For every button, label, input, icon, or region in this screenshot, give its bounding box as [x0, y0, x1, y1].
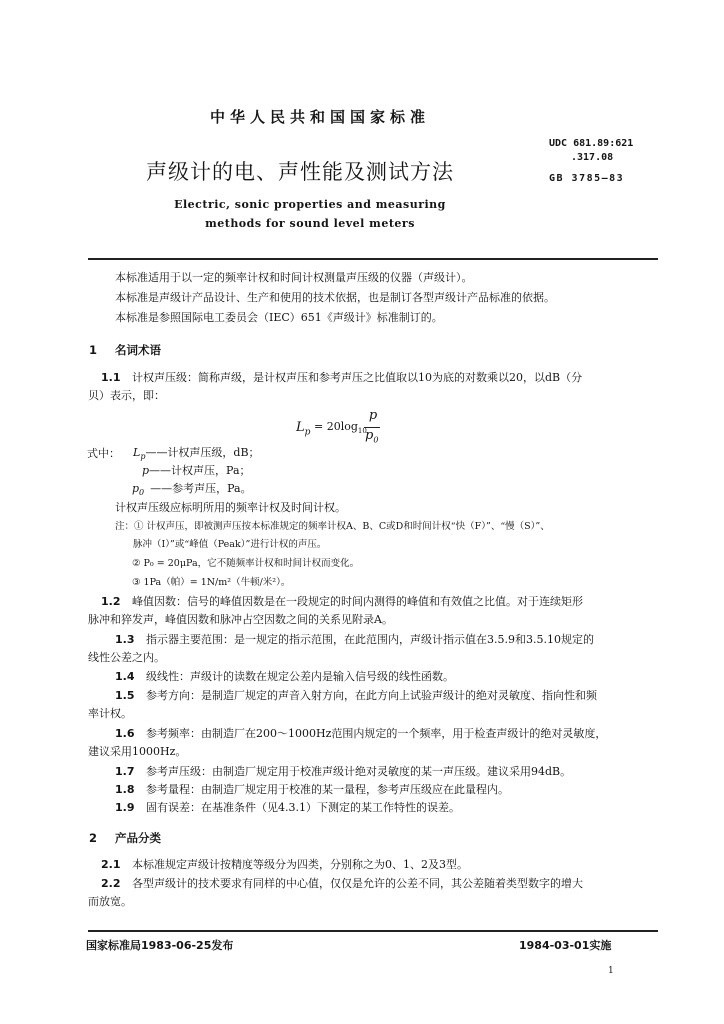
document-title-zh: 声级计的电、声性能及测试方法 [146, 160, 454, 184]
symbol-p0-sub: 0 [139, 488, 145, 498]
document-title-en [0, 195, 620, 233]
clause-number: 1.5 [115, 689, 135, 702]
header-divider [88, 258, 658, 260]
symbol-p-desc: ——计权声压，Pa； [149, 464, 251, 477]
formula-lhs: L [296, 420, 305, 435]
clause-number: 2.2 [101, 877, 121, 890]
symbol-p: p [142, 464, 150, 477]
symbol-lp: L [133, 446, 141, 459]
clause-1-1-continued: 贝）表示，即： [88, 389, 165, 402]
clause-number: 1.3 [115, 633, 135, 646]
clause-1-2 [101, 594, 583, 609]
intro-paragraph-2: 本标准是声级计产品设计、生产和使用的技术依据，也是制订各型声级计产品标准的依据。 [115, 291, 555, 304]
clause-number: 1.9 [115, 801, 135, 814]
symbol-lp-desc: ——计权声压级，dB； [145, 446, 260, 459]
clause-1-1 [101, 370, 582, 385]
note-label: 注： [115, 521, 135, 532]
clause-1-5 [115, 688, 597, 703]
footer-divider [88, 930, 658, 932]
clause-text: 固有误差：在基准条件（见4.3.1）下测定的某工作特性的误差。 [146, 801, 460, 814]
section-1-heading [89, 342, 161, 358]
clause-text: 计权声压级：简称声级，是计权声压和参考声压之比值取以10为底的对数乘以20，以dB（分 [132, 371, 583, 384]
weighting-statement: 计权声压级应标明所用的频率计权及时间计权。 [115, 501, 346, 514]
clause-number: 1.8 [115, 783, 135, 796]
note-1-text: ① 计权声压，即被测声压按本标准规定的频率计权A、B、C或D和时间计权“快（F）”、“慢（S）”、 [134, 521, 550, 532]
clause-number: 1.6 [115, 727, 135, 740]
clause-text: 指示器主要范围：是一规定的指示范围，在此范围内，声级计指示值在3.5.9和3.5.10规定的 [146, 633, 594, 646]
note-1 [115, 519, 550, 534]
clause-1-7 [115, 764, 571, 779]
where-lp [133, 445, 260, 464]
symbol-p0-desc: ——参考声压，Pa。 [150, 482, 252, 495]
section-number: 2 [89, 831, 98, 845]
clause-text: 参考方向：是制造厂规定的声音入射方向，在此方向上试验声级计的绝对灵敏度、指向性和频 [146, 689, 597, 702]
section-2-heading [89, 830, 161, 846]
clause-1-6 [115, 726, 606, 741]
clause-1-3-continued: 线性公差之内。 [88, 651, 165, 664]
where-p0 [132, 481, 252, 500]
where-p [142, 463, 251, 478]
issuing-authority: 中华人民共和国国家标准 [209, 108, 430, 126]
clause-1-8 [115, 782, 509, 797]
sound-level-formula [296, 408, 416, 452]
title-en-line-1: Electric, sonic properties and measuring [174, 198, 446, 211]
clause-text: 级线性：声级计的读数在规定公差内是输入信号级的线性函数。 [146, 670, 454, 683]
note-3: ③ 1Pa（帕）= 1N/m²（牛顿/米²）。 [132, 577, 291, 588]
formula-lhs-sub: p [304, 427, 311, 438]
effective-date: 1984-03-01实施 [519, 939, 612, 952]
clause-number: 2.1 [101, 858, 121, 871]
clause-text: 本标准规定声级计按精度等级分为四类，分别称之为0、1、2及3型。 [132, 858, 468, 871]
clause-2-2-continued: 而放宽。 [88, 895, 132, 908]
clause-text: 参考量程：由制造厂规定用于校准的某一量程，参考声压级应在此量程内。 [146, 783, 509, 796]
clause-2-2 [101, 876, 583, 891]
udc-line-2: .317.08 [571, 152, 614, 163]
clause-number: 1.1 [101, 371, 121, 384]
clause-number: 1.2 [101, 595, 121, 608]
clause-text: 峰值因数：信号的峰值因数是在一段规定的时间内测得的峰值和有效值之比值。对于连续矩形 [132, 595, 583, 608]
clause-number: 1.7 [115, 765, 135, 778]
clause-text: 各型声级计的技术要求有同样的中心值，仅仅是允许的公差不同，其公差随着类型数字的增大 [132, 877, 583, 890]
symbol-p0: p [132, 482, 140, 495]
where-label: 式中： [87, 447, 120, 460]
intro-paragraph-3: 本标准是参照国际电工委员会（IEC）651《声级计》标准制订的。 [115, 311, 443, 324]
clause-text: 参考声压级：由制造厂规定用于校准声级计绝对灵敏度的某一声压级。建议采用94dB。 [146, 765, 572, 778]
clause-1-6-continued: 建议采用1000Hz。 [88, 745, 187, 758]
note-1-continued: 脉冲（I）”或“峰值（Peak）”进行计权的声压。 [133, 539, 327, 550]
clause-1-3 [115, 632, 594, 647]
udc-line-1: UDC 681.89:621 [549, 138, 634, 149]
formula-eq: = 20log [314, 420, 358, 433]
clause-2-1 [101, 857, 468, 872]
issue-date: 国家标准局1983-06-25发布 [86, 939, 234, 952]
symbol-lp-sub: p [140, 452, 146, 462]
clause-number: 1.4 [115, 670, 135, 683]
clause-text: 参考频率：由制造厂在200～1000Hz范围内规定的一个频率，用于检查声级计的绝对灵敏度， [146, 727, 607, 740]
page-number: 1 [608, 966, 614, 976]
clause-1-9 [115, 800, 460, 815]
intro-paragraph-1: 本标准适用于以一定的频率计权和时间计权测量声压级的仪器（声级计）。 [115, 271, 473, 284]
clause-1-5-continued: 率计权。 [88, 707, 132, 720]
formula-log-sub: 10 [357, 427, 367, 436]
formula-numerator: p [368, 408, 378, 423]
gb-standard-number: GB 3785—83 [549, 173, 625, 184]
title-en-line-2: methods for sound level meters [205, 217, 415, 230]
clause-1-2-continued: 脉冲和猝发声，峰值因数和脉冲占空因数之间的关系见附录A。 [88, 613, 393, 626]
section-title: 产品分类 [115, 831, 162, 845]
note-2: ② P₀ = 20μPa，它不随频率计权和时间计权而变化。 [132, 558, 360, 569]
formula-denominator: p [365, 428, 374, 443]
formula-denominator-sub: 0 [373, 435, 379, 445]
section-title: 名词术语 [115, 343, 162, 357]
section-number: 1 [89, 343, 98, 357]
clause-1-4 [115, 669, 454, 684]
